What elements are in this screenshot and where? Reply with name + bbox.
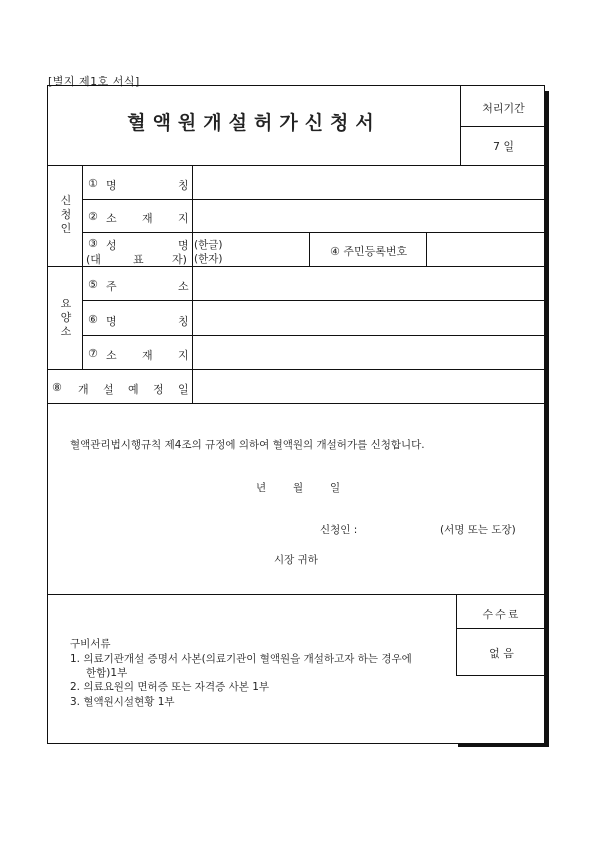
form-title: 혈액원개설허가신청서: [127, 112, 381, 134]
fee-box-bottom: [456, 675, 545, 676]
applicant-name-num: ①: [88, 177, 98, 190]
fee-box-left: [456, 594, 457, 675]
label-divider: [192, 165, 193, 403]
row-line: [82, 335, 545, 336]
sanatorium-location-label-2: 재: [142, 349, 153, 362]
sanatorium-name-num: ⑥: [88, 313, 98, 326]
row-line: [82, 300, 545, 301]
opening-date-label-1: 개: [78, 383, 89, 396]
applicant-rep-label-3: 자): [172, 253, 187, 266]
sanatorium-address-label-2: 소: [178, 280, 189, 293]
applicant-rep-label-1: (대: [86, 253, 101, 266]
opening-date-label-2: 설: [103, 383, 114, 396]
fee-box-divider: [456, 628, 545, 629]
applicant-person-field[interactable]: [230, 234, 308, 265]
sanatorium-address-field[interactable]: [194, 268, 544, 299]
document-item: 3. 혈액원시설현황 1부: [70, 696, 175, 708]
document-item: 한함)1부: [86, 667, 128, 679]
addressee: 시장 귀하: [274, 554, 318, 566]
documents-title: 구비서류: [70, 638, 111, 650]
row-line: [82, 232, 545, 233]
opening-date-num: ⑧: [52, 381, 62, 394]
sanatorium-address-num: ⑤: [88, 278, 98, 291]
sanatorium-name-label-1: 명: [106, 315, 117, 328]
applicant-person-num: ③: [88, 237, 98, 250]
date-year-label: 년: [256, 482, 267, 494]
opening-date-field[interactable]: [194, 371, 544, 402]
frame-shadow-bottom: [458, 743, 549, 747]
applicant-name-label-1: 명: [106, 179, 117, 192]
signature-hint: (서명 또는 도장): [440, 524, 516, 536]
opening-date-label-3: 예: [128, 383, 139, 396]
row-line: [47, 266, 545, 267]
applicant-person-label-2: 명: [178, 239, 189, 252]
sanatorium-location-num: ⑦: [88, 347, 98, 360]
rrn-field[interactable]: [428, 234, 544, 265]
applicant-name-field[interactable]: [194, 167, 544, 198]
title-divider: [460, 85, 461, 165]
application-statement: 혈액관리법시행규칙 제4조의 규정에 의하여 혈액원의 개설허가를 신청합니다.: [70, 439, 425, 451]
signer-label: 신청인 :: [320, 524, 358, 536]
sanatorium-name-field[interactable]: [194, 302, 544, 334]
applicant-person-hanja: (한자): [194, 253, 223, 265]
rrn-divider-left: [309, 232, 310, 266]
sanatorium-name-label-2: 칭: [178, 315, 189, 328]
document-item: 1. 의료기관개설 증명서 사본(의료기관이 혈액원을 개설하고자 하는 경우에: [70, 653, 412, 665]
applicant-rep-label-2: 표: [133, 253, 144, 266]
fee-header: 수수료: [482, 608, 521, 621]
row-line: [47, 165, 545, 166]
row-line: [82, 199, 545, 200]
side-divider: [82, 165, 83, 369]
row-line: [47, 369, 545, 370]
document-item: 2. 의료요원의 면허증 또는 자격증 사본 1부: [70, 681, 270, 693]
sanatorium-address-label-1: 주: [106, 280, 117, 293]
opening-date-label-4: 정: [153, 383, 164, 396]
applicant-person-hangul: (한글): [194, 239, 223, 251]
processing-period-days: 7 일: [492, 140, 515, 153]
frame-shadow-right: [545, 91, 549, 747]
applicant-location-label-2: 재: [142, 212, 153, 225]
applicant-location-label-1: 소: [106, 212, 117, 225]
applicant-name-label-2: 칭: [178, 179, 189, 192]
signer-field[interactable]: [368, 518, 434, 536]
applicant-location-field[interactable]: [194, 201, 544, 231]
processing-period-label: 처리기간: [482, 102, 525, 115]
applicant-side-label: 신 청 인: [60, 194, 72, 235]
date-day-label: 일: [330, 482, 341, 494]
date-month-label: 월: [293, 482, 304, 494]
row-line: [47, 594, 545, 595]
rrn-label: ④ 주민등록번호: [330, 245, 408, 258]
applicant-location-label-3: 지: [178, 212, 189, 225]
sanatorium-location-label-3: 지: [178, 349, 189, 362]
sanatorium-side-label: 요 양 소: [60, 297, 72, 338]
sanatorium-location-field[interactable]: [194, 337, 544, 368]
rrn-divider-right: [426, 232, 427, 266]
applicant-location-num: ②: [88, 210, 98, 223]
opening-date-label-5: 일: [178, 383, 189, 396]
form-label: [별지 제1호 서식]: [48, 75, 140, 88]
row-line: [47, 403, 545, 404]
applicant-person-label-1: 성: [106, 239, 117, 252]
processing-divider: [460, 126, 545, 127]
sanatorium-location-label-1: 소: [106, 349, 117, 362]
fee-value: 없 음: [489, 647, 514, 660]
